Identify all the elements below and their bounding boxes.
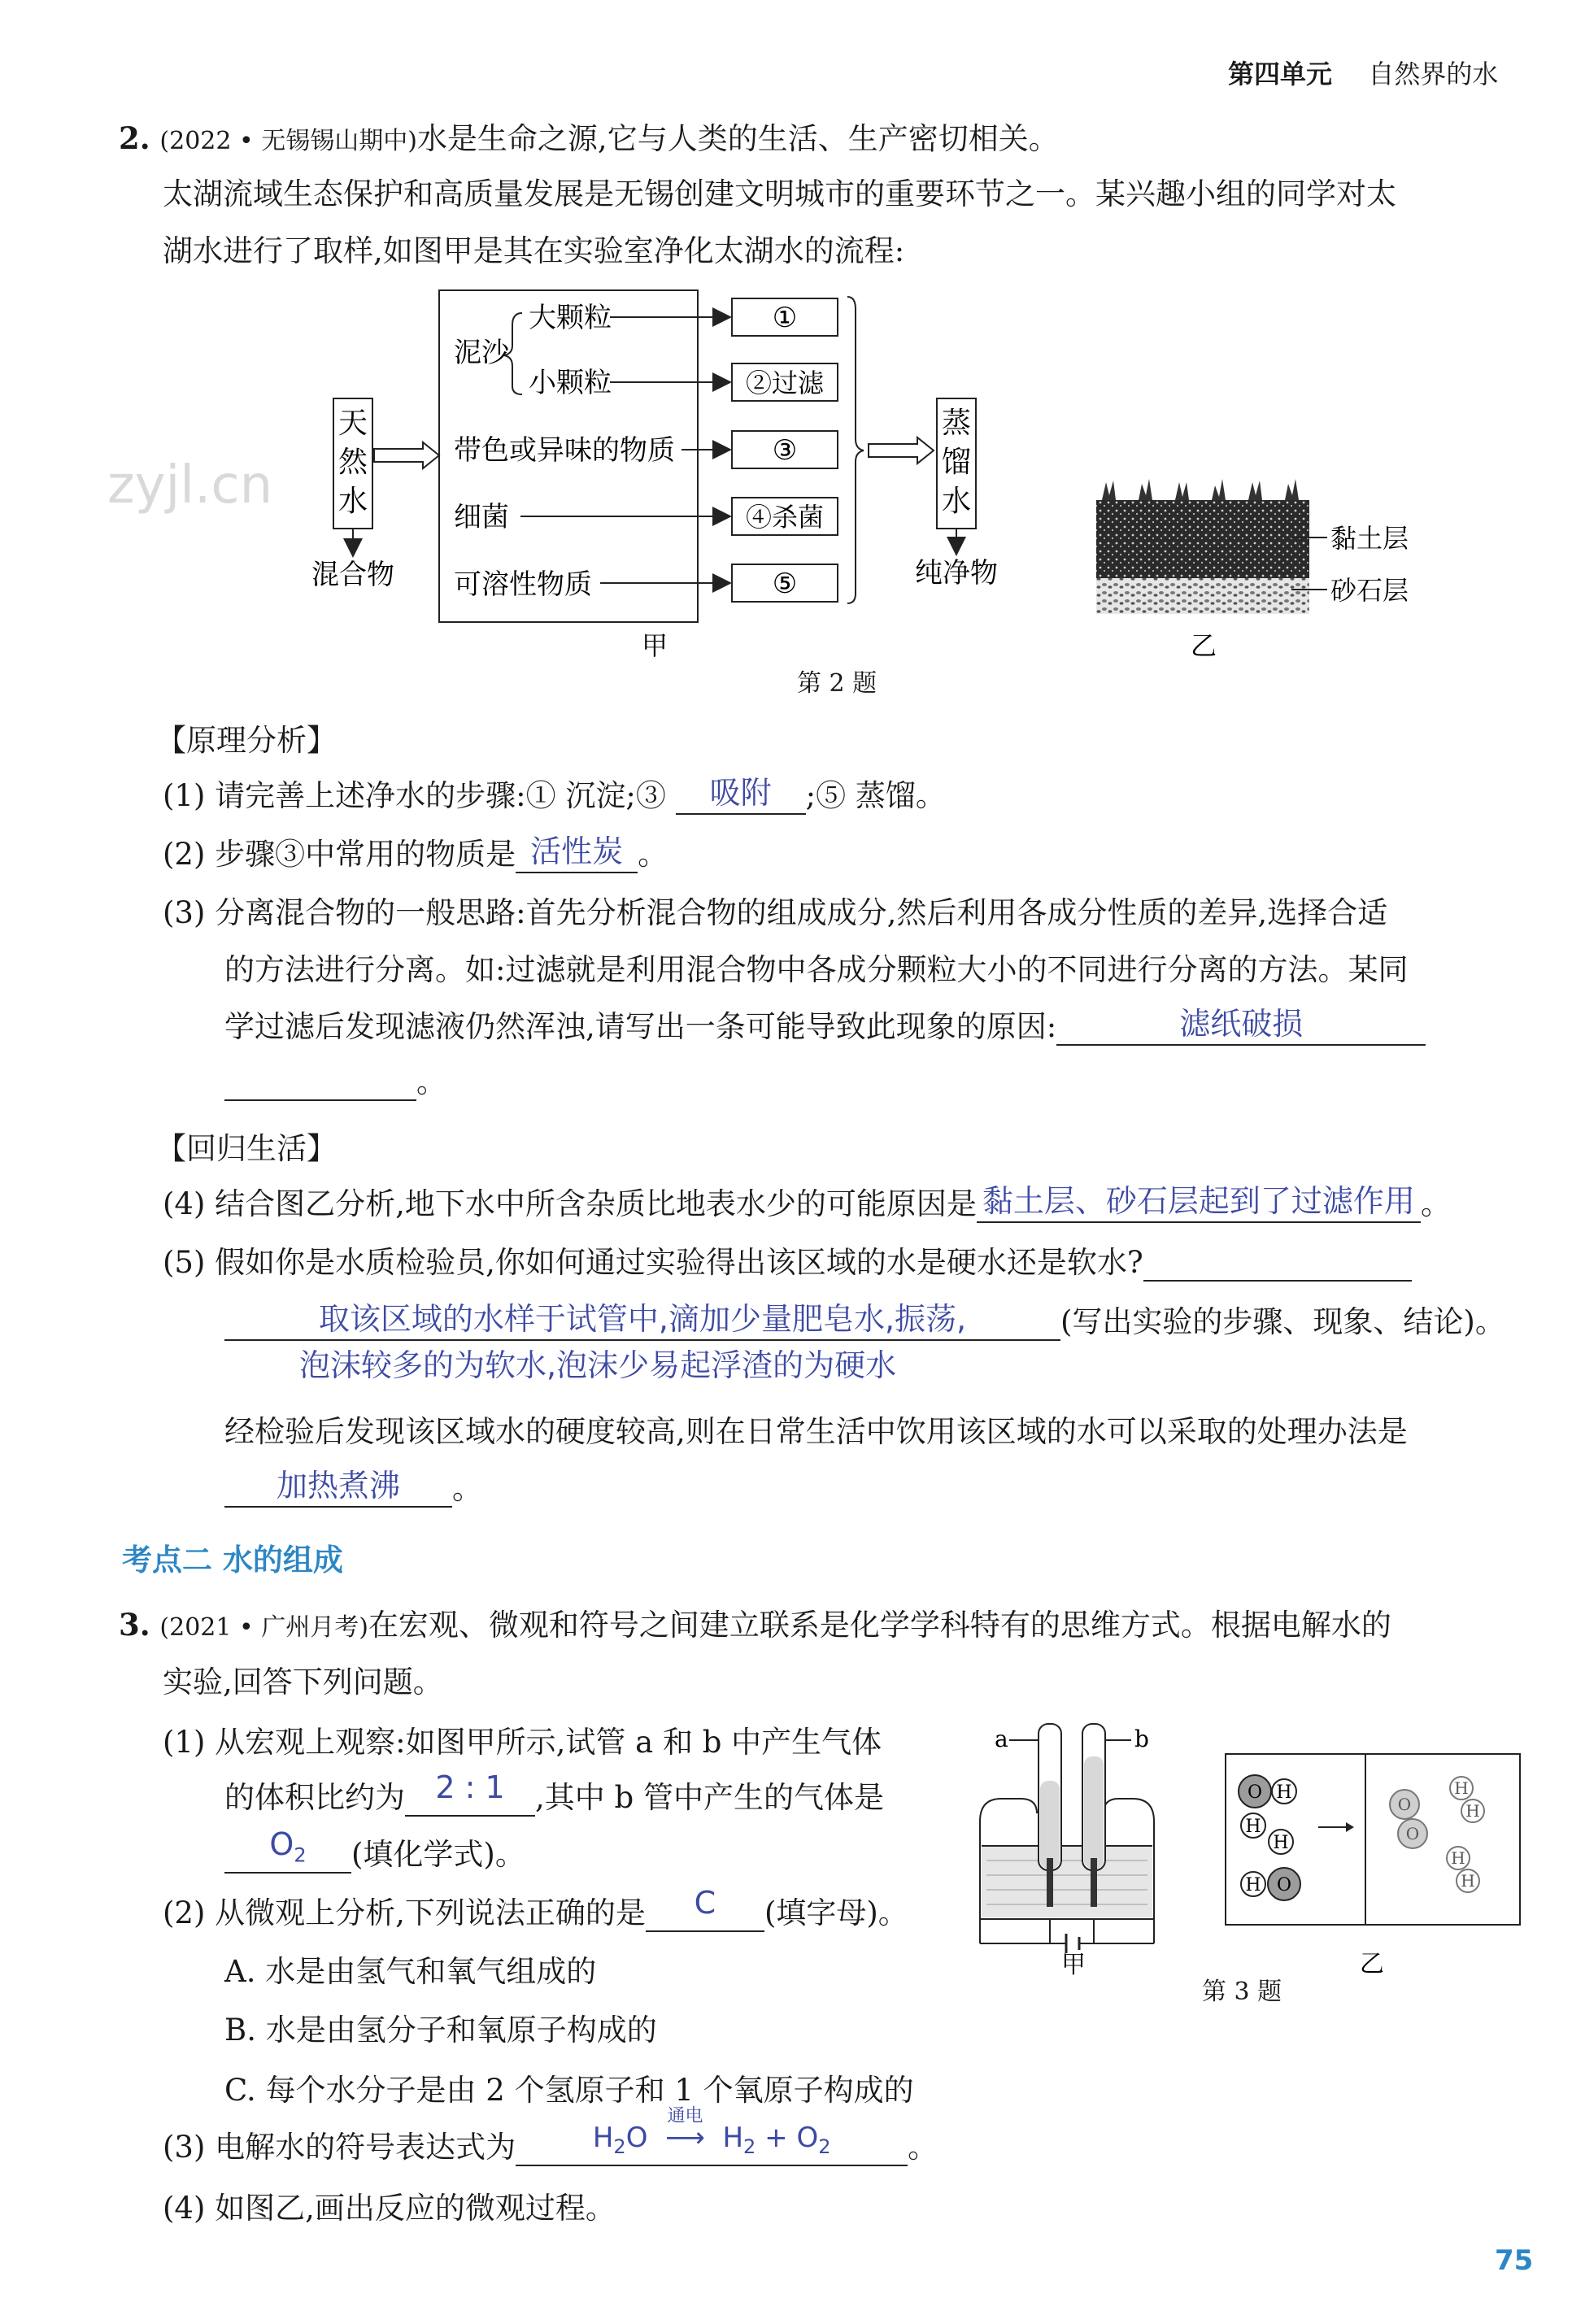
q2-part4 <box>163 1179 1451 1223</box>
page-number: 75 <box>1495 2244 1534 2277</box>
q3-part3-answer <box>592 2106 831 2158</box>
q2-part3-tail: 。 <box>416 1064 446 1099</box>
water-purification-flowchart <box>309 276 1025 667</box>
left-h3: H <box>1273 1833 1289 1853</box>
q3-part4: (4) 如图乙,画出反应的微观过程。 <box>163 2191 616 2226</box>
q3-option-a: A. 水是由氢气和氧气组成的 <box>224 1954 597 1989</box>
microscopic-process-figure <box>1224 1752 1525 1988</box>
q2-figure-caption: 第 2 题 <box>797 669 877 698</box>
left-h2: H <box>1245 1817 1261 1837</box>
q2-part5-answer3: 加热煮沸 <box>276 1468 400 1504</box>
q2-part1 <box>163 771 946 815</box>
q2-part2-blank[interactable] <box>516 833 638 873</box>
life-title: 【回归生活】 <box>156 1131 337 1166</box>
figure-jia-label: 甲 <box>641 630 668 661</box>
distilled-char1: 蒸 <box>941 407 972 440</box>
q2-part5-line3: 经检验后发现该区域水的硬度较高,则在日常生活中饮用该区域的水可以采取的处理办法是 <box>224 1414 1408 1449</box>
q3-part1-blank1[interactable] <box>405 1769 535 1817</box>
q3-part1-answer2 <box>269 1826 307 1867</box>
natural-water-char1: 天 <box>337 407 368 440</box>
section-title: 考点二 水的组成 <box>122 1543 343 1578</box>
soil-layers-figure <box>1090 476 1409 663</box>
q3-intro <box>119 1600 1391 1644</box>
q2-part3-line4 <box>224 1057 446 1101</box>
q2-part5-label: (5) 假如你是水质检验员,你如何通过实验得出该区域的水是硬水还是软水? <box>163 1245 1143 1280</box>
q3-part2 <box>163 1885 908 1932</box>
right-h4: H <box>1461 1871 1475 1891</box>
q2-part2-answer: 活性炭 <box>530 833 624 869</box>
q3-part1-tail: (填化学式)。 <box>351 1837 525 1872</box>
large-particles-label: 大颗粒 <box>529 302 612 334</box>
q3-part2-answer: C <box>694 1885 716 1921</box>
q2-part4-label: (4) 结合图乙分析,地下水中所含杂质比地表水少的可能原因是 <box>163 1186 977 1221</box>
o2-symbol: O <box>269 1826 294 1862</box>
q3-part3-tail: 。 <box>908 2130 938 2165</box>
q2-number: 2. <box>119 120 150 156</box>
q2-part3-line3 <box>224 1002 1426 1046</box>
clay-label: 黏土层 <box>1330 523 1409 554</box>
q3-part1-line2 <box>224 1769 884 1817</box>
tube-a-label: a <box>995 1726 1008 1752</box>
q3-part3-label: (3) 电解水的符号表达式为 <box>163 2130 516 2165</box>
small-particles-label: 小颗粒 <box>529 367 612 399</box>
q2-intro-line2: 太湖流域生态保护和高质量发展是无锡创建文明城市的重要环节之一。某兴趣小组的同学对太 <box>163 176 1396 211</box>
q2-part4-blank[interactable] <box>977 1183 1421 1223</box>
q3-part2-label: (2) 从微观上分析,下列说法正确的是 <box>163 1895 646 1930</box>
q2-part3-line1: (3) 分离混合物的一般思路:首先分析混合物的组成成分,然后利用各成分性质的差异,选择合适 <box>163 895 1388 930</box>
natural-water-char3: 水 <box>337 485 368 518</box>
q3-part3 <box>163 2106 938 2166</box>
figure3-jia-label: 甲 <box>1061 1951 1086 1979</box>
q2-part3-blank-cont[interactable] <box>224 1064 416 1101</box>
left-o1: O <box>1247 1782 1263 1803</box>
step1-label: ① <box>772 302 798 334</box>
o2-subscript: 2 <box>294 1843 307 1867</box>
q2-part4-tail: 。 <box>1420 1186 1451 1221</box>
unit-label: 第四单元 <box>1228 59 1333 89</box>
q2-part1-label: (1) 请完善上述净水的步骤:① 沉淀;③ <box>163 778 666 813</box>
q3-option-c: C. 每个水分子是由 2 个氢原子和 1 个氧原子构成的 <box>224 2073 914 2108</box>
mixture-label: 混合物 <box>311 559 394 591</box>
o2-o: O <box>796 2122 819 2154</box>
distilled-char2: 馏 <box>941 446 972 479</box>
q2-part5-blank-a[interactable] <box>1143 1244 1412 1282</box>
q2-intro <box>119 114 1059 158</box>
h2o-o: O <box>625 2122 648 2154</box>
step5-label: ⑤ <box>772 568 798 600</box>
q2-part1-tail: ;⑤ 蒸馏。 <box>805 778 946 813</box>
q2-part3-blank[interactable] <box>1056 1008 1426 1046</box>
left-h4: H <box>1245 1875 1261 1895</box>
color-substance-label: 带色或异味的物质 <box>454 434 675 467</box>
h2o-h: H <box>592 2122 614 2154</box>
step3-label: ③ <box>772 434 798 467</box>
q3-part1-answer1: 2 : 1 <box>435 1769 505 1805</box>
q2-part5-tail: 。 <box>452 1471 482 1506</box>
q2-part5-line1 <box>163 1238 1412 1282</box>
bacteria-label: 细菌 <box>454 501 509 533</box>
q2-part5-line4 <box>224 1464 482 1508</box>
reaction-condition: 通电 <box>667 2106 703 2126</box>
distilled-char3: 水 <box>941 485 972 518</box>
sediment-label: 泥沙 <box>454 337 509 369</box>
q2-part4-answer: 黏土层、砂石层起到了过滤作用 <box>982 1183 1415 1219</box>
q2-part3-line3-text: 学过滤后发现滤液仍然浑浊,请写出一条可能导致此现象的原因: <box>224 1009 1057 1044</box>
q3-part2-blank[interactable] <box>646 1885 764 1932</box>
tube-b-label: b <box>1134 1726 1149 1752</box>
left-o2: O <box>1276 1875 1292 1895</box>
plus-sign: + <box>764 2122 788 2154</box>
figure-yi-label: 乙 <box>1190 630 1217 661</box>
o2-sub: 2 <box>818 2135 831 2158</box>
reaction-arrow: 通电 ⟶ <box>647 2122 722 2154</box>
page-header <box>1228 54 1498 91</box>
q3-number: 3. <box>119 1607 150 1643</box>
q2-part1-answer: 吸附 <box>709 775 772 811</box>
right-h2: H <box>1465 1801 1480 1821</box>
clay-layer <box>1096 500 1309 578</box>
q2-part5-answer2: 泡沫较多的为软水,泡沫少易起浮渣的为硬水 <box>299 1347 897 1383</box>
right-h3: H <box>1451 1848 1465 1868</box>
left-h1: H <box>1276 1782 1292 1803</box>
q2-part2-label: (2) 步骤③中常用的物质是 <box>163 837 516 872</box>
q2-source: (2022 • 无锡锡山期中) <box>159 127 417 155</box>
q3-part1-line3 <box>224 1826 525 1874</box>
q2-part5-line2 <box>224 1297 1505 1341</box>
q3-intro-line1: 在宏观、微观和符号之间建立联系是化学学科特有的思维方式。根据电解水的 <box>368 1608 1391 1643</box>
q3-figure-caption: 第 3 题 <box>1202 1978 1282 2006</box>
q2-part2-tail: 。 <box>638 837 668 872</box>
q3-part1-line1: (1) 从宏观上观察:如图甲所示,试管 a 和 b 中产生气体 <box>163 1725 882 1760</box>
soluble-label: 可溶性物质 <box>454 568 592 601</box>
q2-intro-line1: 水是生命之源,它与人类的生活、生产密切相关。 <box>416 121 1059 156</box>
q3-intro-line2: 实验,回答下列问题。 <box>163 1665 443 1699</box>
h2-sub: 2 <box>743 2135 756 2158</box>
q2-part3-answer: 滤纸破损 <box>1179 1006 1304 1042</box>
figure3-yi-label: 乙 <box>1360 1950 1384 1978</box>
step2-label: ②过滤 <box>745 368 825 398</box>
electrolysis-apparatus-figure <box>972 1708 1183 1979</box>
gravel-label: 砂石层 <box>1330 575 1409 606</box>
gravel-layer <box>1096 578 1309 614</box>
q2-part5-blank-b[interactable] <box>224 1303 1060 1341</box>
q2-part5-blank-c[interactable] <box>224 1470 452 1508</box>
q2-part1-blank[interactable] <box>676 777 806 815</box>
step4-label: ④杀菌 <box>745 502 825 533</box>
right-o2: O <box>1405 1824 1420 1843</box>
h2o-sub: 2 <box>613 2135 626 2158</box>
natural-water-char2: 然 <box>337 446 368 479</box>
watermark: zyjl.cn <box>107 455 273 516</box>
q3-part1-line2b: ,其中 b 管中产生的气体是 <box>535 1780 884 1815</box>
q2-part5-answer1: 取该区域的水样于试管中,滴加少量肥皂水,振荡, <box>318 1301 967 1337</box>
topic-label: 自然界的水 <box>1368 59 1499 89</box>
q2-part3-line2: 的方法进行分离。如:过滤就是利用混合物中各成分颗粒大小的不同进行分离的方法。某同 <box>224 952 1409 987</box>
q3-part2-tail: (填字母)。 <box>764 1895 908 1930</box>
q3-option-b: B. 水是由氢分子和氧原子构成的 <box>224 2013 657 2048</box>
q3-part1-blank2[interactable] <box>224 1826 351 1874</box>
right-o1: O <box>1397 1795 1412 1814</box>
q3-part1-line2a: 的体积比约为 <box>224 1780 405 1815</box>
h2-h: H <box>722 2122 744 2154</box>
q2-part5-hint: (写出实验的步骤、现象、结论)。 <box>1060 1304 1505 1339</box>
q3-source: (2021 • 广州月考) <box>159 1613 368 1642</box>
q2-part2 <box>163 829 668 873</box>
analysis-title: 【原理分析】 <box>156 723 337 758</box>
pure-substance-label: 纯净物 <box>915 557 998 590</box>
q3-part3-blank[interactable] <box>516 2106 908 2166</box>
right-h1: H <box>1454 1778 1469 1798</box>
q2-intro-line3: 湖水进行了取样,如图甲是其在实验室净化太湖水的流程: <box>163 233 905 268</box>
